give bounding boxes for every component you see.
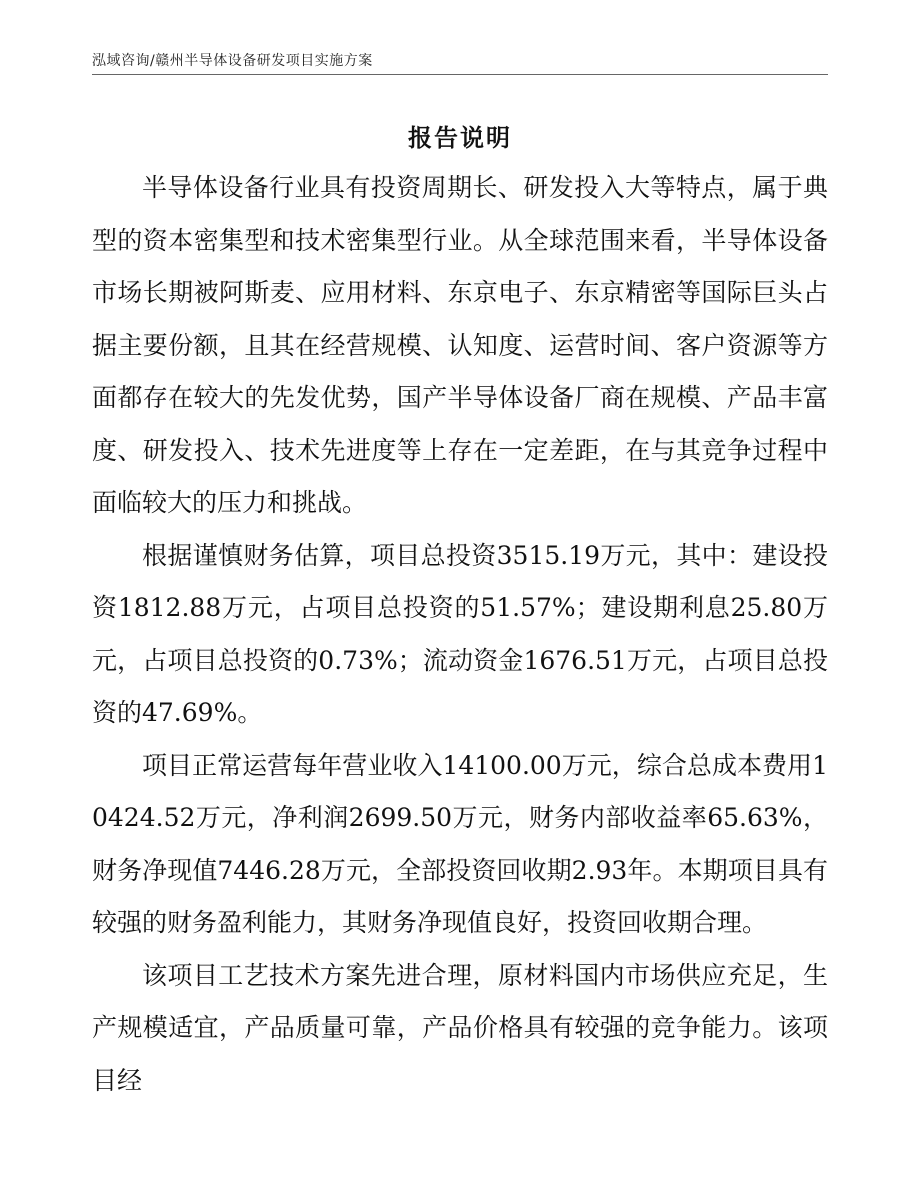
paragraph-industry-overview: 半导体设备行业具有投资周期长、研发投入大等特点，属于典型的资本密集型和技术密集型行业。从全球范围来看，半导体设备市场长期被阿斯麦、应用材料、东京电子、东京精密等国际巨头占据主要份额，且其在经营规模、认知度、运营时间、客户资源等方面都存在较大的先发优势，国产半导体设备厂商在规模、产品丰富度、研发投入、技术先进度等上存在一定差距，在与其竞争过程中面临较大的压力和挑战。 [92,173,828,517]
report-title: 报告说明 [408,124,512,152]
paragraph-financial-returns: 项目正常运营每年营业收入14100.00万元，综合总成本费用10424.52万元，净利润2699.50万元，财务内部收益率65.63%，财务净现值7446.28万元，全部投资回收期2.93年。本期项目具有较强的财务盈利能力，其财务净现值良好，投资回收期合理。 [92,750,828,937]
paragraph-investment-estimate: 根据谨慎财务估算，项目总投资3515.19万元，其中：建设投资1812.88万元，占项目总投资的51.57%；建设期利息25.80万元，占项目总投资的0.73%；流动资金1676.51万元，占项目总投资的47.69%。 [92,540,828,727]
header-rule [92,74,828,75]
report-body [92,162,828,1107]
paragraph-technical-feasibility: 该项目工艺技术方案先进合理，原材料国内市场供应充足，生产规模适宜，产品质量可靠，产品价格具有较强的竞争能力。该项目经 [92,960,828,1095]
running-header: 泓域咨询/赣州半导体设备研发项目实施方案 [92,53,373,69]
